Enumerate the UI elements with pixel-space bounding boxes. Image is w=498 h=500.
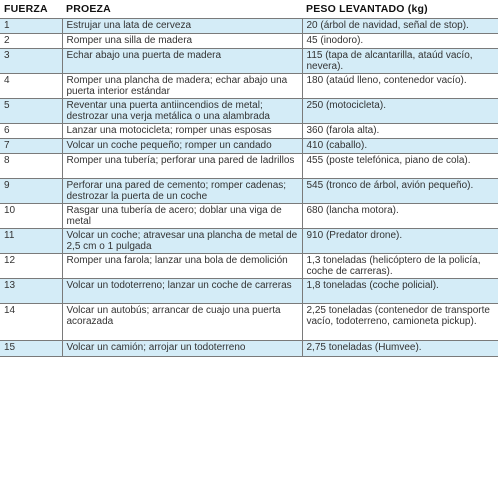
table-row	[0, 19, 498, 34]
cell-proeza: Romper una silla de madera	[62, 34, 302, 49]
table-row	[0, 179, 498, 204]
cell-fuerza: 2	[0, 34, 62, 49]
cell-proeza: Volcar un autobús; arrancar de cuajo una puerta acorazada	[62, 304, 302, 341]
cell-proeza: Volcar un coche pequeño; romper un candado	[62, 139, 302, 154]
cell-fuerza: 4	[0, 74, 62, 99]
cell-fuerza: 8	[0, 154, 62, 179]
cell-proeza: Volcar un camión; arrojar un todoterreno	[62, 341, 302, 357]
cell-fuerza: 14	[0, 304, 62, 341]
cell-peso: 2,75 toneladas (Humvee).	[302, 341, 498, 357]
table-row	[0, 229, 498, 254]
cell-peso: 360 (farola alta).	[302, 124, 498, 139]
cell-proeza: Reventar una puerta antiincendios de metal; destrozar una verja metálica o una alambrada	[62, 99, 302, 124]
cell-proeza: Rasgar una tubería de acero; doblar una viga de metal	[62, 204, 302, 229]
cell-proeza: Echar abajo una puerta de madera	[62, 49, 302, 74]
cell-proeza: Romper una tubería; perforar una pared de ladrillos	[62, 154, 302, 179]
cell-peso: 2,25 toneladas (contenedor de transporte vacío, todoterreno, camioneta pickup).	[302, 304, 498, 341]
cell-fuerza: 11	[0, 229, 62, 254]
cell-peso: 910 (Predator drone).	[302, 229, 498, 254]
table-row	[0, 204, 498, 229]
cell-fuerza: 12	[0, 254, 62, 279]
table-row	[0, 139, 498, 154]
header-row	[0, 0, 498, 19]
cell-fuerza: 10	[0, 204, 62, 229]
table-row	[0, 34, 498, 49]
table-row	[0, 124, 498, 139]
header-fuerza: FUERZA	[4, 3, 48, 15]
table-row	[0, 341, 498, 357]
table-row	[0, 49, 498, 74]
header-proeza: PROEZA	[66, 3, 111, 15]
cell-fuerza: 9	[0, 179, 62, 204]
cell-fuerza: 5	[0, 99, 62, 124]
cell-peso: 1,3 toneladas (helicóptero de la policía, coche de carreras).	[302, 254, 498, 279]
cell-peso: 545 (tronco de árbol, avión pequeño).	[302, 179, 498, 204]
cell-proeza: Romper una farola; lanzar una bola de demolición	[62, 254, 302, 279]
cell-peso: 1,8 toneladas (coche policial).	[302, 279, 498, 304]
cell-peso: 680 (lancha motora).	[302, 204, 498, 229]
cell-proeza: Volcar un coche; atravesar una plancha de metal de 2,5 cm o 1 pulgada	[62, 229, 302, 254]
cell-fuerza: 13	[0, 279, 62, 304]
cell-fuerza: 3	[0, 49, 62, 74]
cell-peso: 455 (poste telefónica, piano de cola).	[302, 154, 498, 179]
table-row	[0, 304, 498, 341]
cell-proeza: Lanzar una motocicleta; romper unas esposas	[62, 124, 302, 139]
cell-fuerza: 7	[0, 139, 62, 154]
cell-fuerza: 6	[0, 124, 62, 139]
table-row	[0, 254, 498, 279]
cell-peso: 20 (árbol de navidad, señal de stop).	[302, 19, 498, 34]
cell-fuerza: 1	[0, 19, 62, 34]
table-row	[0, 154, 498, 179]
cell-proeza: Estrujar una lata de cerveza	[62, 19, 302, 34]
table-row	[0, 99, 498, 124]
cell-peso: 115 (tapa de alcantarilla, ataúd vacío, nevera).	[302, 49, 498, 74]
cell-peso: 45 (inodoro).	[302, 34, 498, 49]
cell-proeza: Perforar una pared de cemento; romper cadenas; destrozar la puerta de un coche	[62, 179, 302, 204]
table-row	[0, 279, 498, 304]
cell-peso: 250 (motocicleta).	[302, 99, 498, 124]
cell-peso: 180 (ataúd lleno, contenedor vacío).	[302, 74, 498, 99]
table-row	[0, 74, 498, 99]
cell-fuerza: 15	[0, 341, 62, 357]
cell-peso: 410 (caballo).	[302, 139, 498, 154]
cell-proeza: Volcar un todoterreno; lanzar un coche de carreras	[62, 279, 302, 304]
header-peso: PESO LEVANTADO (kg)	[306, 3, 428, 15]
cell-proeza: Romper una plancha de madera; echar abajo una puerta interior estándar	[62, 74, 302, 99]
